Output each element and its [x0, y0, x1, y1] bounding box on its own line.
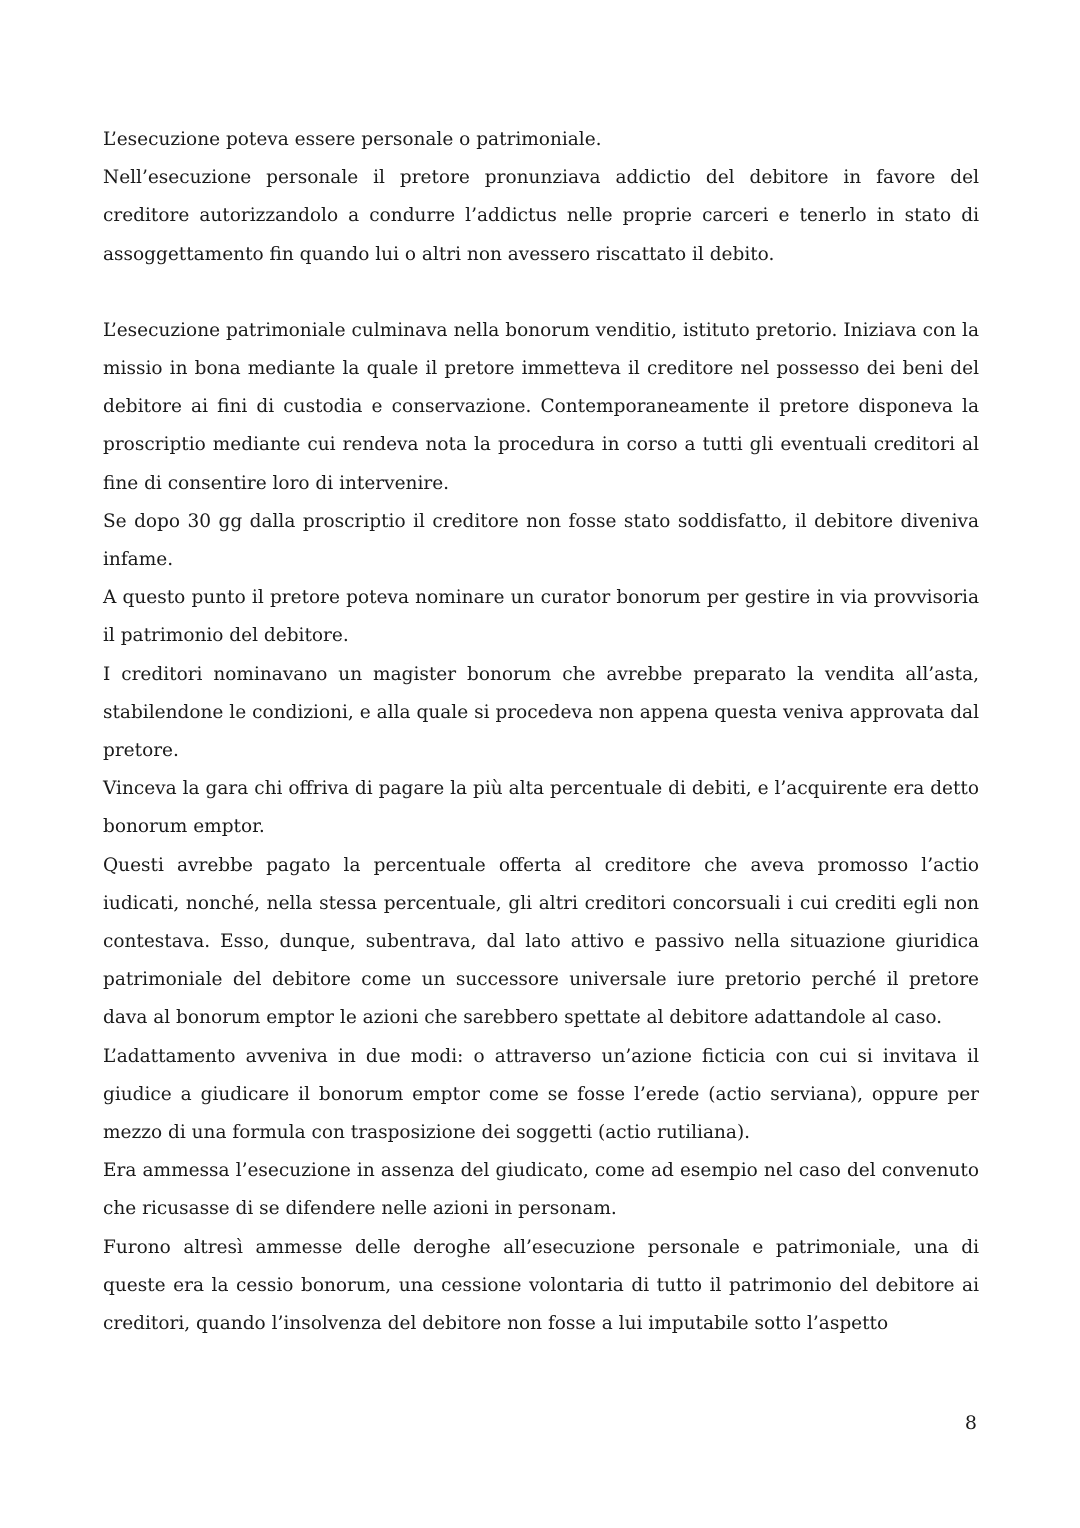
paragraph-personal-execution: Nell’esecuzione personale il pretore pronunziava addictio del debitore in favore del creditore autorizzandolo a condurre l’addictus nelle proprie carceri e tenerlo in stato di assoggettamento fin quando lui o altri non avessero riscattato il debito. [103, 167, 979, 265]
paragraph-patrimonial-execution: L’esecuzione patrimoniale culminava nella bonorum venditio, istituto pretorio. Iniziava con la missio in bona mediante la quale il pretore immetteva il creditore nel possesso dei beni del debitore ai fini di custodia e conservazione. Contemporaneamente il pretore disponeva la proscriptio mediante cui rendeva nota la procedura in corso a tutti gli eventuali creditori al fine di consentire loro di intervenire. [103, 319, 979, 494]
page-number: 8 [964, 1412, 977, 1434]
paragraph-curator-bonorum: A questo punto il pretore poteva nominare un curator bonorum per gestire in via provvisoria il patrimonio del debitore. [103, 587, 979, 647]
paragraph-emptor-obligations: Questi avrebbe pagato la percentuale offerta al creditore che aveva promosso l’actio iudicati, nonché, nella stessa percentuale, gli altri creditori concorsuali i cui crediti egli non contestava. Esso, dunque, subentrava, dal lato attivo e passivo nella situazione giuridica patrimoniale del debitore come un successore universale iure pretorio perché il pretore dava al bonorum emptor le azioni che sarebbero spettate al debitore adattandole al caso. [103, 854, 979, 1029]
body-text [103, 121, 979, 1343]
paragraph-infamy: Se dopo 30 gg dalla proscriptio il creditore non fosse stato soddisfatto, il debitore diveniva infame. [103, 510, 979, 571]
paragraph-magister-bonorum: I creditori nominavano un magister bonorum che avrebbe preparato la vendita all’asta, stabilendone le condizioni, e alla quale si procedeva non appena questa veniva approvata dal pretore. [103, 663, 979, 762]
paragraph-bonorum-emptor: Vinceva la gara chi offriva di pagare la più alta percentuale di debiti, e l’acquirente era detto bonorum emptor. [103, 778, 979, 838]
paragraph-cessio-bonorum: Furono altresì ammesse delle deroghe all’esecuzione personale e patrimoniale, una di queste era la cessio bonorum, una cessione volontaria di tutto il patrimonio del debitore ai creditori, quando l’insolvenza del debitore non fosse a lui imputabile sotto l’aspetto [103, 1236, 979, 1335]
paragraph-execution-without-judgment: Era ammessa l’esecuzione in assenza del giudicato, come ad esempio nel caso del convenuto che ricusasse di se difendere nelle azioni in personam. [103, 1160, 979, 1220]
paragraph-adaptation: L’adattamento avveniva in due modi: o attraverso un’azione ficticia con cui si invitava il giudice a giudicare il bonorum emptor come se fosse l’erede (actio serviana), oppure per mezzo di una formula con trasposizione dei soggetti (actio rutiliana). [103, 1045, 979, 1144]
paragraph-execution-types: L’esecuzione poteva essere personale o patrimoniale. [103, 129, 602, 150]
